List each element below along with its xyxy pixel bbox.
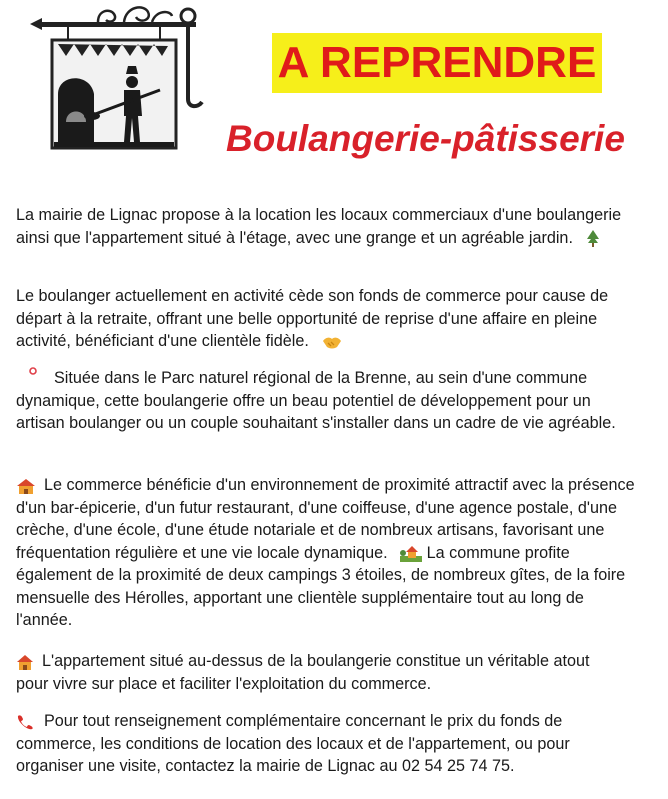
house-icon: [16, 654, 34, 670]
phone-icon: [16, 714, 34, 730]
page-title: A REPRENDRE: [277, 38, 597, 87]
title-banner: [272, 33, 602, 93]
paragraph-text: Le commerce bénéficie d'un environnement de proximité attractif avec la présence d'un bar-épicerie, d'un futur restaurant, d'une coiffeuse, d'une agence postale, d'une crèche, d'une école, d'une étude notariale et de nombreux artisans, favorisant une fréquentation régulière et une vie locale dynamique.: [16, 476, 635, 562]
paragraph-text: La mairie de Lignac propose à la location les locaux commerciaux d'une boulangerie ainsi que l'appartement situé à l'étage, avec une grange et un agréable jardin.: [16, 206, 622, 247]
paragraph-contact: [16, 710, 636, 778]
paragraph-location-offer: [16, 204, 642, 249]
paragraph-text: L'appartement situé au-dessus de la boulangerie constitue un véritable atout pour vivre sur place et faciliter l'exploitation du commerce.: [16, 652, 590, 693]
paragraph-environment: [16, 474, 642, 632]
page-subtitle: Boulangerie-pâtisserie: [226, 118, 625, 159]
paragraph-text: Le boulanger actuellement en activité cède son fonds de commerce pour cause de départ à la retraite, offrant une belle opportunité de reprise d'une affaire en pleine activité, bénéficiant d'une clientèle fidèle.: [16, 287, 609, 350]
handshake-icon: [321, 334, 343, 350]
location-pin-icon: [28, 367, 42, 383]
paragraph-text: Située dans le Parc naturel régional de la Brenne, au sein d'une commune dynamique, cette boulangerie offre un beau potentiel de développement pour un artisan boulanger ou un couple souhaitant s'installer dans un cadre de vie agréable.: [16, 369, 616, 432]
paragraph-retirement: [16, 285, 642, 353]
paragraph-text: Pour tout renseignement complémentaire concernant le prix du fonds de commerce, les conditions de location des locaux et de l'appartement, ou pour organiser une visite, contactez la mairie de Lignac au 02 54 25 74 75.: [16, 712, 570, 775]
tree-icon: [585, 229, 601, 247]
bakery-sign-illustration: [28, 4, 213, 164]
house-garden-icon: [400, 544, 422, 562]
paragraph-text-continued: La commune profite également de la proximité de deux campings 3 étoiles, de nombreux gîtes, de la foire mensuelle des Hérolles, apportant une clientèle supplémentaire tout au long de l'année.: [16, 543, 626, 629]
houses-icon: [16, 477, 36, 495]
paragraph-apartment: [16, 650, 626, 695]
paragraph-brenne-park: [16, 367, 634, 435]
